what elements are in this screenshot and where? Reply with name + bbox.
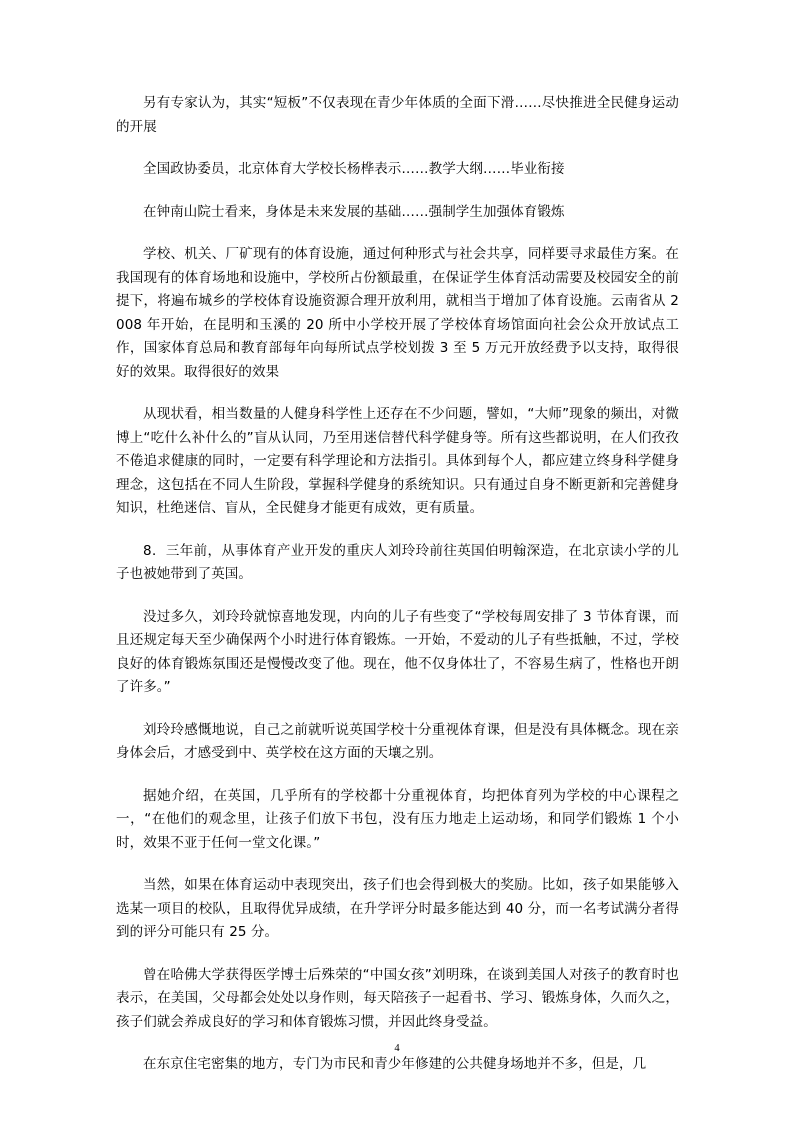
paragraph-liu-mingzhu: 曾在哈佛大学获得医学博士后殊荣的“中国女孩”刘明珠，在谈到美国人对孩子的教育时也表示，在美国，父母都会处处以身作则，每天陪孩子一起看书、学习、锻炼身体，久而久之，孩子们就会养成良好的学习和体育锻炼习惯，并因此终身受益。 [116,966,679,1030]
document-body [116,92,679,1096]
paragraph-son-changed: 没过多久，刘玲玲就惊喜地发现，内向的儿子有些变了“学校每周安排了 3 节体育课，而且还规定每天至少确保两个小时进行体育锻炼。一开始，不爱动的儿子有些抵触，不过，学校良好的体育锻炼氛围还是慢慢改变了他。现在，他不仅身体壮了，不容易生病了，性格也开朗了许多。” [116,608,679,695]
paragraph-scientific-fitness: 从现状看，相当数量的人健身科学性上还存在不少问题，譬如，“大师”现象的频出，对微博上“吃什么补什么的”盲从认同，乃至用迷信替代科学健身等。所有这些都说明，在人们孜孜不倦追求健康的同时，一定要有科学理论和方法指引。具体到每个人，都应建立终身科学健身理念，这包括在不同人生阶段，掌握科学健身的系统知识。只有通过自身不断更新和完善健身知识，杜绝迷信、盲从，全民健身才能更有成效，更有质量。 [116,406,679,516]
paragraph-item-8: 8．三年前，从事体育产业开发的重庆人刘玲玲前往英国伯明翰深造，在北京读小学的儿子也被她带到了英国。 [116,542,679,582]
paragraph-liu-lingling: 刘玲玲感慨地说，自己之前就听说英国学校十分重视体育课，但是没有具体概念。现在亲身体会后，才感受到中、英学校在这方面的天壤之别。 [116,721,679,761]
paragraph-facility-sharing: 学校、机关、厂矿现有的体育设施，通过何种形式与社会共享，同样要寻求最佳方案。在我国现有的体育场地和设施中，学校所占份额最重，在保证学生体育活动需要及校园安全的前提下，将遍布城乡的学校体育设施资源合理开放利用，就相当于增加了体育设施。云南省从 2008 年开始，在昆明和玉溪的 20 所中小学校开展了学校体育场馆面向社会公众开放试点工作，国家体育总局和教育部每年向每所试点学校划拨 3 至 5 万元开放经费予以支持，取得很好的效果。取得很好的效果 [116,246,679,380]
paragraph-yang-hua: 全国政协委员，北京体育大学校长杨桦表示……教学大纲……毕业衔接 [143,161,565,177]
paragraph-tokyo: 在东京住宅密集的地方，专门为市民和青少年修建的公共健身场地并不多，但是，几 [143,1056,647,1072]
page-number: 4 [394,1043,400,1054]
paragraph-rewards: 当然，如果在体育运动中表现突出，孩子们也会得到极大的奖励。比如，孩子如果能够入选某一项目的校队，且取得优异成绩，在升学评分时最多能达到 40 分，而一名考试满分者得到的评分可能只有 25 分。 [116,877,679,940]
paragraph-uk-schools: 据她介绍，在英国，几乎所有的学校都十分重视体育，均把体育列为学校的中心课程之一，“在他们的观念里，让孩子们放下书包，没有压力地走上运动场，和同学们锻炼 1 个小时，效果不亚于任何一堂文化课。” [116,787,679,851]
paragraph-expert-opinion: 另有专家认为，其实“短板”不仅表现在青少年体质的全面下滑……尽快推进全民健身运动的开展 [116,95,679,135]
paragraph-zhong-nanshan: 在钟南山院士看来，身体是未来发展的基础……强制学生加强体育锻炼 [143,203,565,220]
